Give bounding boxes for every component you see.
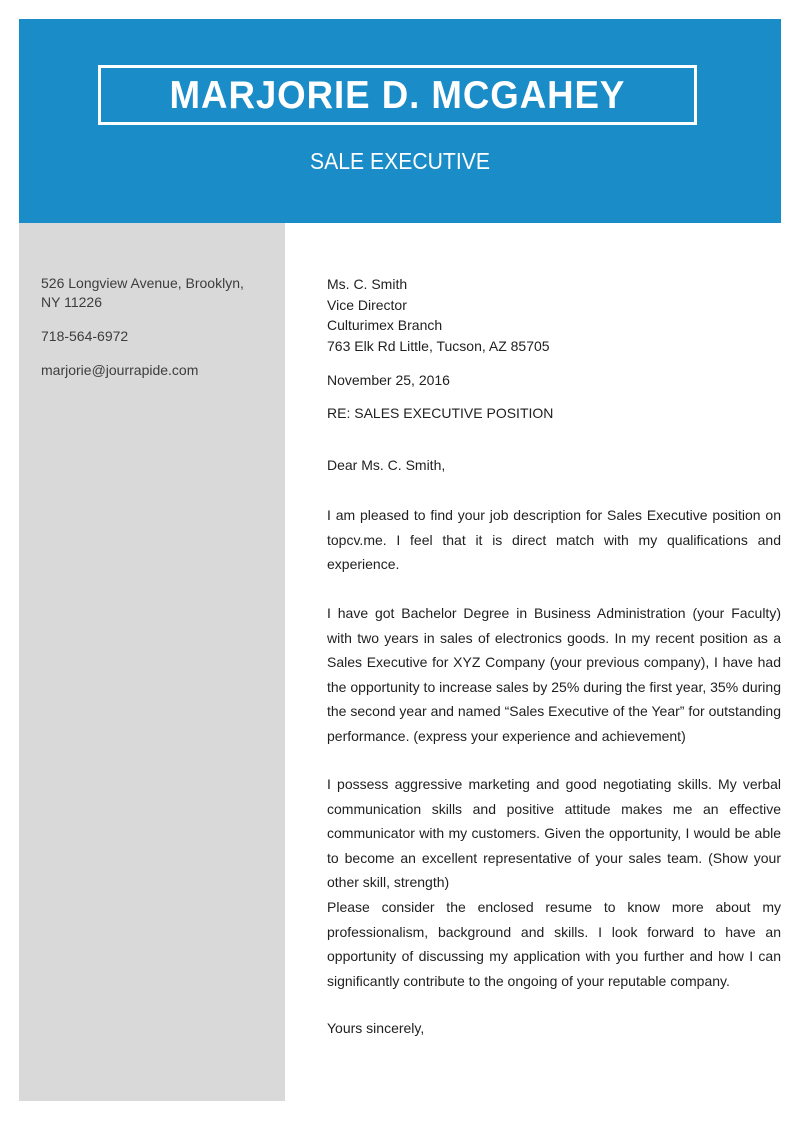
recipient-title: Vice Director: [327, 296, 407, 313]
letter-date: November 25, 2016: [327, 372, 450, 388]
letter-salutation: Dear Ms. C. Smith,: [327, 457, 446, 473]
sender-address: 526 Longview Avenue, Brooklyn, NY 11226: [41, 275, 244, 310]
body-paragraph-2: I have got Bachelor Degree in Business Administration (your Faculty) with two years in sales of electronics goods. In my recent position as a Sales Executive for XYZ Company (your previous company), I have had the opportunity to increase sales by 25% during the first year, 35% during the second year and named “Sales Executive of the Year” for outstanding performance. (express your experience and achievement): [327, 605, 781, 744]
body-paragraph-4: Please consider the enclosed resume to know more about my professionalism, background and skills. I look forward to have an opportunity of discussing my application with you further and how I can significantly contribute to the ongoing of your reputable company.: [327, 899, 781, 989]
contact-sidebar: [19, 223, 285, 1101]
sender-email: marjorie@jourrapide.com: [41, 362, 199, 378]
sender-phone: 718-564-6972: [41, 328, 129, 344]
header-banner: [19, 19, 781, 223]
body-paragraph-1: I am pleased to find your job description for Sales Executive position on topcv.me. I feel that it is direct match with my qualifications and experience.: [327, 507, 781, 572]
recipient-block: [327, 274, 781, 356]
name-frame: [98, 65, 697, 125]
applicant-name: MARJORIE D. MCGAHEY: [169, 73, 626, 117]
job-title: SALE EXECUTIVE: [310, 148, 490, 174]
body-paragraph-3: I possess aggressive marketing and good negotiating skills. My verbal communication skills and positive attitude makes me an effective communicator with my customers. Given the opportunity, I would be able to become an excellent representative of your sales team. (Show your other skill, strength): [327, 776, 781, 890]
recipient-company: Culturimex Branch: [327, 317, 443, 333]
letter-closing: Yours sincerely,: [327, 1020, 425, 1036]
letter-subject: RE: SALES EXECUTIVE POSITION: [327, 405, 554, 421]
recipient-address: 763 Elk Rd Little, Tucson, AZ 85705: [327, 337, 550, 354]
recipient-name: Ms. C. Smith: [327, 276, 408, 292]
